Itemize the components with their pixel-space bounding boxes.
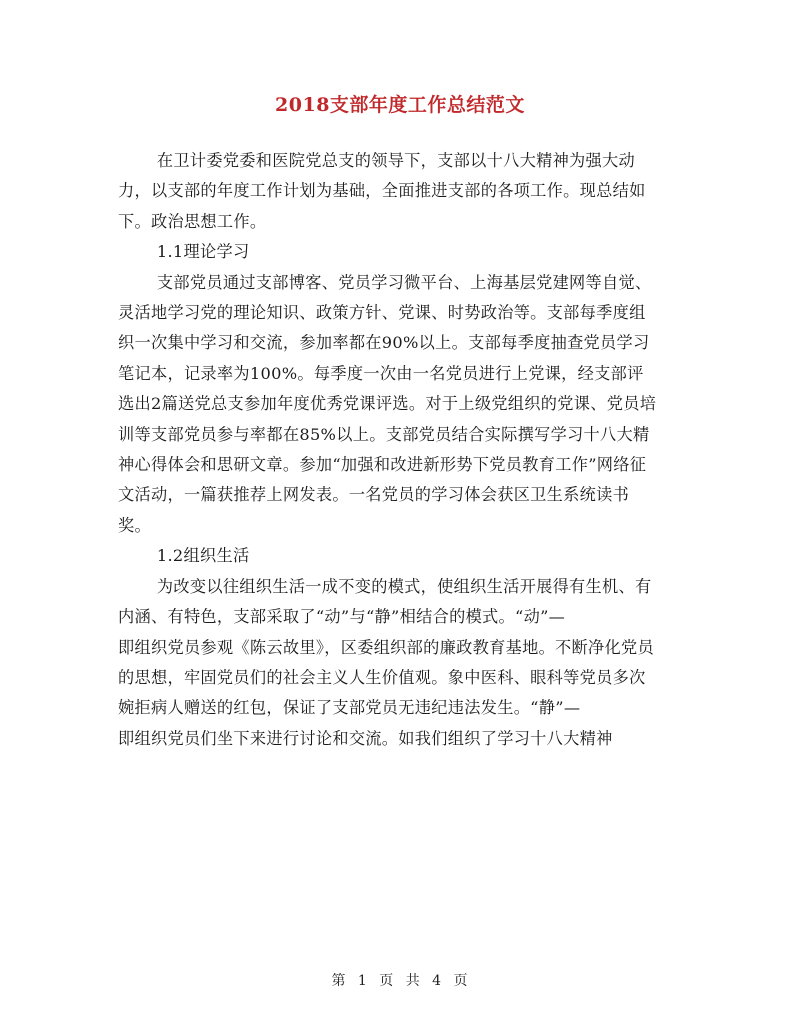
paragraph-theory-study: 支部党员通过支部博客、党员学习微平台、上海基层党建网等自觉、灵活地学习党的理论知识、政策方针、党课、时势政治等。支部每季度组织一次集中学习和交流，参加率都在90%以上。支部每季度抽查党员学习笔记本，记录率为100%。每季度一次由一名党员进行上党课，经支部评选出2篇送党总支参加年度优秀党课评选。对于上级党组织的党课、党员培训等支部党员参与率都在85%以上。支部党员结合实际撰写学习十八大精神心得体会和思研文章。参加“加强和改进新形势下党员教育工作”网络征文活动，一篇获推荐上网发表。一名党员的学习体会获区卫生系统读书奖。 [118, 272, 657, 535]
section-heading-organization-life: 1.2组织生活 [156, 546, 250, 566]
section-heading-theory-study: 1.1理论学习 [156, 242, 250, 262]
document-body [118, 146, 658, 754]
footer-prefix: 第 [331, 973, 347, 989]
document-title: 2018支部年度工作总结范文 [275, 94, 525, 116]
footer-total-unit: 页 [453, 973, 469, 989]
paragraph-organization-life: 为改变以往组织生活一成不变的模式，使组织生活开展得有生机、有内涵、有特色，支部采取了“动”与“静”相结合的模式。“动”— [118, 576, 652, 627]
footer-page-unit: 页 [379, 973, 395, 989]
page-footer [0, 970, 800, 990]
paragraph-static: 即组织党员们坐下来进行讨论和交流。如我们组织了学习十八大精神 [118, 728, 613, 748]
footer-total-prefix: 共 [405, 973, 421, 989]
paragraph-dynamic: 即组织党员参观《陈云故里》，区委组织部的廉政教育基地。不断净化党员的思想，牢固党员们的社会主义人生价值观。象中医科、眼科等党员多次婉拒病人赠送的红包，保证了支部党员无违纪违法发生。“静”— [118, 637, 654, 718]
footer-total-pages: 4 [432, 973, 443, 989]
paragraph-intro: 在卫计委党委和医院党总支的领导下，支部以十八大精神为强大动力，以支部的年度工作计划为基础，全面推进支部的各项工作。现总结如下。政治思想工作。 [118, 151, 646, 231]
footer-current-page: 1 [357, 973, 368, 989]
